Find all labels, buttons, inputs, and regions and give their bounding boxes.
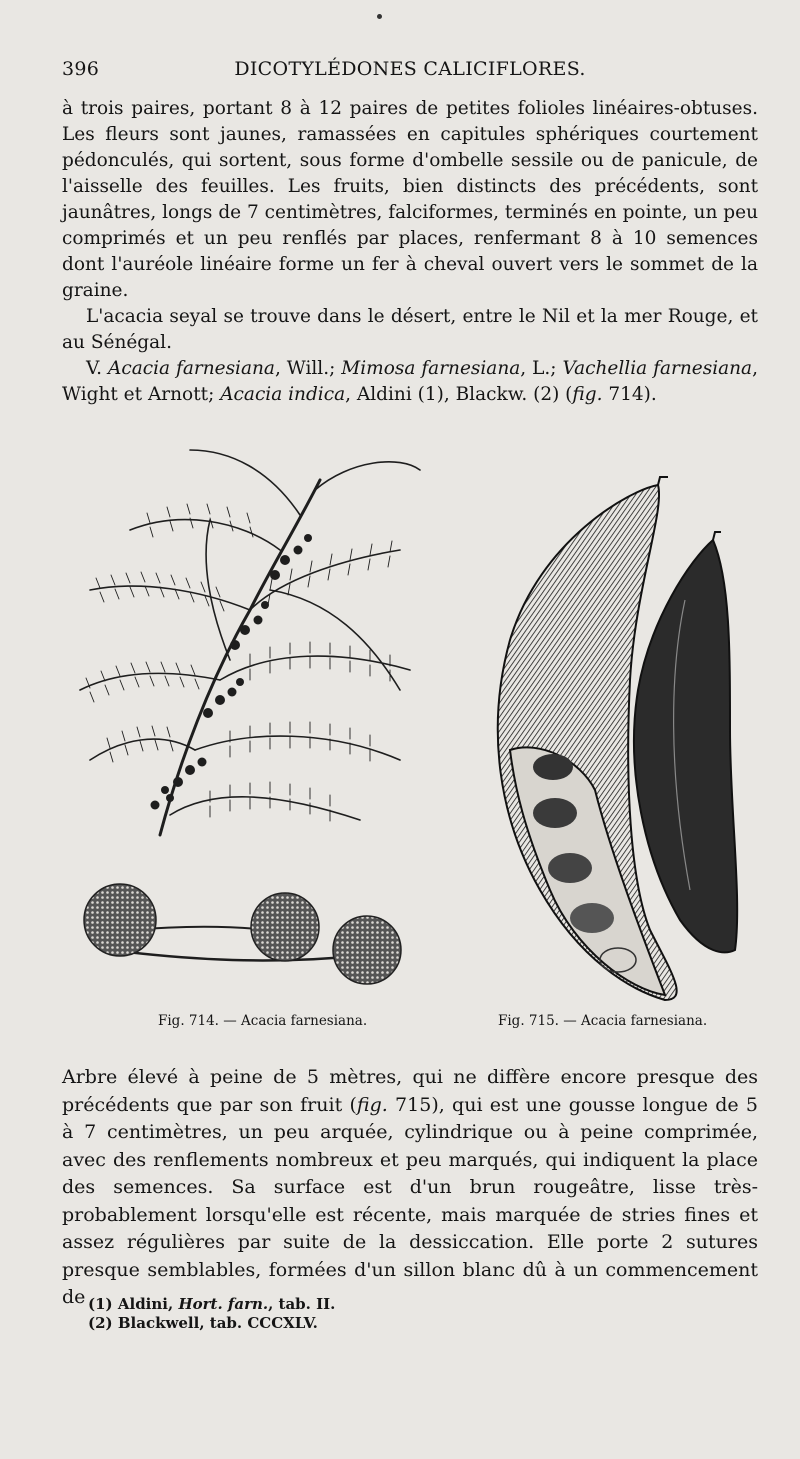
author-3: , Wight et Arnott; [62,358,758,405]
figure-reference: fig. [356,1093,388,1116]
running-title: DICOTYLÉDONES CALICIFLORES. [234,58,586,80]
page-number: 396 [62,58,100,80]
figure-714-caption: Fig. 714. — Acacia farnesiana. [158,1013,368,1029]
paragraph-seyal [62,304,758,356]
botanical-illustrations [70,430,770,1050]
paragraph-3-text [62,356,758,408]
closed-pod-drawing [634,532,737,952]
paragraph-1-text: à trois paires, portant 8 à 12 paires de petites folioles linéaires-obtuses. Les fleurs sont jaunes, ramassées en capitules sphériques courtement pédonculés, qui sortent, sous forme d'ombelle sessile ou de panicule, de l'aisselle des feuilles. Les fruits, bien distincts des précédents, sont jaunâtres, longs de 7 centimètres, falciformes, terminés en pointe, un peu comprimés et un peu renflés par places, renfermant 8 à 10 semences dont l'auréole linéaire forme un fer à cheval ouvert vers le sommet de la graine. [62,98,758,301]
paragraph-4-start: Arbre élevé à peine de 5 mètres, qui ne diffère encore presque des précédents que par son fruit ( [62,1066,758,1116]
footnote-1-table: , tab. II. [268,1295,336,1313]
paragraph-continued [62,96,758,304]
species-number: V. [86,358,108,379]
species-heading [62,356,758,408]
species-name-1: Acacia farnesiana [107,358,275,379]
ink-speck [377,14,382,19]
species-name-3: Vachellia farnesiana [562,358,753,379]
paragraph-4-text [62,1064,758,1312]
paragraph-4-rest: 715), qui est une gousse longue de 5 à 7 centimètres, un peu arquée, cylindrique ou à peine comprimée, avec des renflements nombreux et peu marqués, qui indiquent la place des semences. Sa surface est d'un brun rougeâtre, lisse très-probablement lorsqu'elle est récente, mais marquée de stries fines et assez régulières par suite de la dessiccation. Elle porte 2 sutures presque semblables, formées d'un sillon blanc dû à un commencement de [62,1093,758,1308]
footnote-1-author: (1) Aldini, [88,1295,179,1313]
figure-715-caption: Fig. 715. — Acacia farnesiana. [498,1013,708,1029]
figure-number: 714). [602,384,657,405]
author-1: , Will.; [274,358,342,379]
paragraph-2-text: L'acacia seyal se trouve dans le désert, entre le Nil et la mer Rouge, et au Sénégal. [62,306,758,353]
footnote-1-title: Hort. farn. [178,1295,269,1313]
footnote-2: (2) Blackwell, tab. CCCXLV. [88,1314,318,1332]
author-4: , Aldini (1), Blackw. (2) ( [345,384,573,405]
paragraph-description [62,1064,758,1312]
flower-heads-drawing [84,884,401,984]
figure-reference: fig. [572,384,603,405]
author-2: , L.; [520,358,563,379]
acacia-branch-drawing [80,450,420,835]
species-name-4: Acacia indica [220,384,346,405]
species-name-2: Mimosa farnesiana [341,358,521,379]
footnote-1 [88,1295,335,1313]
